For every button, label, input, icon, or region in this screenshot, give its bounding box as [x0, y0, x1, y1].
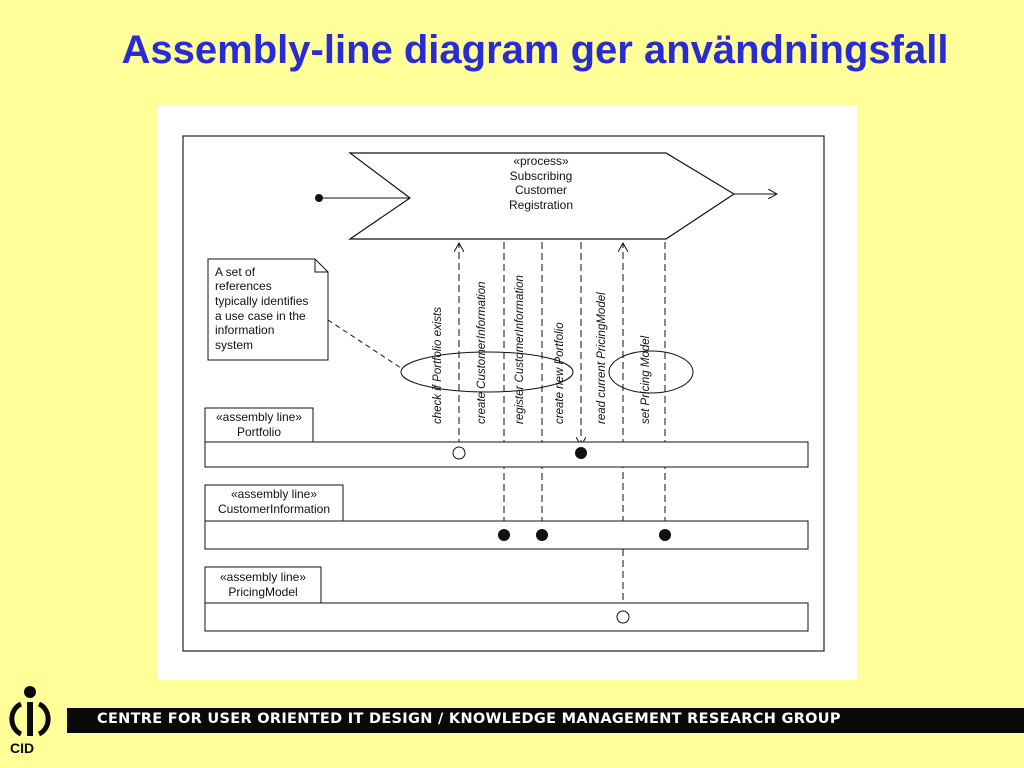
assembly-line-customerinformation-stereotype: «assembly line» — [230, 487, 318, 501]
ref-label-create-portfolio: create new Portfolio — [554, 322, 566, 424]
assembly-line-bar-pricingmodel — [205, 603, 808, 631]
assembly-line-customerinformation-name: CustomerInformation — [217, 502, 331, 516]
assembly-line-bar-portfolio — [205, 442, 808, 467]
ref-dot-check-portfolio — [453, 447, 465, 459]
assembly-line-portfolio-stereotype: «assembly line» — [215, 410, 303, 424]
note-line-2: references — [215, 279, 272, 293]
note-line-5: information — [215, 323, 275, 337]
ref-dot-create-portfolio — [575, 447, 587, 459]
note-line-4: a use case in the — [215, 309, 306, 323]
ref-dot-read-pricing — [617, 611, 629, 623]
ref-label-register-customer: register CustomerInformation — [514, 275, 526, 424]
process-stereotype: «process» — [513, 154, 569, 168]
ref-label-create-customer: create CustomerInformation — [476, 281, 488, 424]
footer-bar — [67, 708, 1024, 733]
assembly-line-pricingmodel-name: PricingModel — [228, 585, 298, 599]
assembly-line-diagram — [157, 106, 857, 680]
ref-label-check-portfolio: check if Portfolio exists — [432, 307, 444, 424]
process-name-line-3: Registration — [508, 198, 574, 212]
slide-title: Assembly-line diagram ger användningsfall — [121, 28, 949, 72]
assembly-line-portfolio-name: Portfolio — [236, 425, 282, 439]
ref-label-set-pricing: set Pricing Model — [640, 335, 652, 424]
footer-text: CENTRE FOR USER ORIENTED IT DESIGN / KNOWLEDGE MANAGEMENT RESEARCH GROUP — [97, 711, 841, 727]
process-name-line-1: Subscribing — [509, 169, 573, 183]
ref-dot-register-customer — [536, 529, 548, 541]
process-name-line-2: Customer — [514, 183, 568, 197]
note-line-1: A set of — [215, 265, 256, 279]
note-line-3: typically identifies — [215, 294, 309, 308]
assembly-line-pricingmodel-stereotype: «assembly line» — [219, 570, 307, 584]
ref-dot-set-pricing — [659, 529, 671, 541]
note-line-6: system — [215, 338, 254, 352]
note-connector — [328, 320, 401, 368]
ref-label-read-pricing: read current PricingModel — [596, 292, 608, 424]
cid-logo-text: CID — [10, 740, 35, 756]
ref-dot-create-customer — [498, 529, 510, 541]
